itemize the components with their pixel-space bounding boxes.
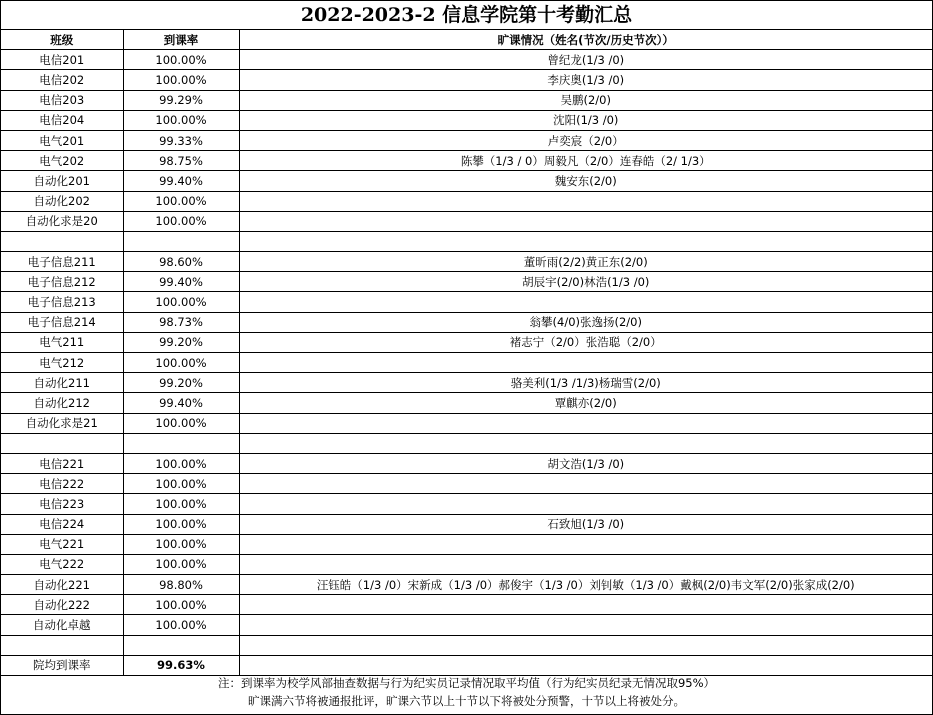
rate-cell: 99.33%	[123, 130, 239, 150]
absence-cell: 胡文浩(1/3 /0)	[239, 453, 932, 473]
rate-cell: 100.00%	[123, 413, 239, 433]
empty-cell	[123, 231, 239, 251]
table-row	[1, 373, 932, 393]
table-row	[1, 554, 932, 574]
table-row	[1, 474, 932, 494]
class-cell: 自动化202	[1, 191, 123, 211]
header-class: 班级	[1, 30, 123, 50]
table-row	[1, 575, 932, 595]
absence-cell: 翁攀(4/0)张逸扬(2/0)	[239, 312, 932, 332]
absence-cell	[239, 554, 932, 574]
rate-cell: 98.75%	[123, 151, 239, 171]
rate-cell: 100.00%	[123, 70, 239, 90]
class-cell: 自动化求是20	[1, 211, 123, 231]
absence-cell: 汪钰皓（1/3 /0）宋新成（1/3 /0）郝俊宇（1/3 /0）刘钊敏（1/3 /0）戴枫(2/0)韦文军(2/0)张家成(2/0)	[239, 575, 932, 595]
absence-cell: 覃麒亦(2/0)	[239, 393, 932, 413]
class-cell: 自动化卓越	[1, 615, 123, 635]
class-cell: 自动化221	[1, 575, 123, 595]
summary-label: 院均到课率	[1, 655, 123, 675]
class-cell: 电信204	[1, 110, 123, 130]
table-row	[1, 191, 932, 211]
table-row	[1, 494, 932, 514]
class-cell: 电子信息213	[1, 292, 123, 312]
class-cell: 电气201	[1, 130, 123, 150]
absence-cell: 石致旭(1/3 /0)	[239, 514, 932, 534]
rate-cell: 98.60%	[123, 252, 239, 272]
rate-cell: 100.00%	[123, 353, 239, 373]
rate-cell: 100.00%	[123, 211, 239, 231]
summary-rate: 99.63%	[123, 655, 239, 675]
note-line-1: 注：到课率为校学风部抽查数据与行为纪实员记录情况取平均值（行为纪实员纪录无情况取95%）	[217, 676, 716, 690]
rate-cell: 100.00%	[123, 191, 239, 211]
rate-cell: 100.00%	[123, 474, 239, 494]
spacer-row	[1, 231, 932, 251]
table-row	[1, 50, 932, 70]
class-cell: 自动化201	[1, 171, 123, 191]
note-line-2: 旷课满六节将被通报批评，旷课六节以上十节以下将被处分预警，十节以上将被处分。	[248, 694, 685, 708]
table-row	[1, 332, 932, 352]
table-row	[1, 252, 932, 272]
rate-cell: 100.00%	[123, 494, 239, 514]
table-row	[1, 514, 932, 534]
empty-cell	[123, 635, 239, 655]
absence-cell	[239, 413, 932, 433]
table-row	[1, 393, 932, 413]
class-cell: 自动化求是21	[1, 413, 123, 433]
rate-cell: 100.00%	[123, 110, 239, 130]
absence-cell: 卢奕宸（2/0）	[239, 130, 932, 150]
table-row	[1, 272, 932, 292]
rate-cell: 100.00%	[123, 50, 239, 70]
table-row	[1, 90, 932, 110]
rate-cell: 99.20%	[123, 373, 239, 393]
table-row	[1, 453, 932, 473]
rate-cell: 99.20%	[123, 332, 239, 352]
attendance-table	[1, 30, 932, 676]
class-cell: 自动化211	[1, 373, 123, 393]
absence-cell	[239, 615, 932, 635]
absence-cell: 董昕雨(2/2)黄正东(2/0)	[239, 252, 932, 272]
table-row	[1, 413, 932, 433]
table-row	[1, 353, 932, 373]
table-row	[1, 615, 932, 635]
class-cell: 电气221	[1, 534, 123, 554]
absence-cell: 陈攀（1/3 / 0）周毅凡（2/0）连春皓（2/ 1/3）	[239, 151, 932, 171]
rate-cell: 98.80%	[123, 575, 239, 595]
empty-cell	[239, 231, 932, 251]
class-cell: 电信203	[1, 90, 123, 110]
table-row	[1, 171, 932, 191]
absence-cell: 胡辰宇(2/0)林浩(1/3 /0)	[239, 272, 932, 292]
class-cell: 电子信息214	[1, 312, 123, 332]
class-cell: 电气202	[1, 151, 123, 171]
rate-cell: 99.40%	[123, 171, 239, 191]
empty-cell	[1, 433, 123, 453]
table-row	[1, 130, 932, 150]
sheet-title: 2022-2023-2 信息学院第十考勤汇总	[1, 1, 932, 30]
rate-cell: 100.00%	[123, 534, 239, 554]
table-row	[1, 211, 932, 231]
rate-cell: 100.00%	[123, 615, 239, 635]
empty-cell	[1, 635, 123, 655]
absence-cell: 骆美利(1/3 /1/3)杨瑞雪(2/0)	[239, 373, 932, 393]
footnote	[1, 671, 932, 714]
absence-cell: 曾纪龙(1/3 /0)	[239, 50, 932, 70]
header-absence: 旷课情况（姓名(节次/历史节次））	[239, 30, 932, 50]
table-row	[1, 312, 932, 332]
empty-cell	[239, 433, 932, 453]
spacer-row	[1, 433, 932, 453]
rate-cell: 99.40%	[123, 393, 239, 413]
table-row	[1, 534, 932, 554]
absence-cell: 魏安东(2/0)	[239, 171, 932, 191]
absence-cell: 李庆奥(1/3 /0)	[239, 70, 932, 90]
class-cell: 自动化212	[1, 393, 123, 413]
table-row	[1, 595, 932, 615]
absence-cell	[239, 595, 932, 615]
rate-cell: 99.40%	[123, 272, 239, 292]
class-cell: 电信221	[1, 453, 123, 473]
table-row	[1, 151, 932, 171]
class-cell: 电子信息211	[1, 252, 123, 272]
absence-cell	[239, 211, 932, 231]
class-cell: 电子信息212	[1, 272, 123, 292]
header-row	[1, 30, 932, 50]
header-rate: 到课率	[123, 30, 239, 50]
empty-cell	[123, 433, 239, 453]
absence-cell	[239, 292, 932, 312]
absence-cell	[239, 353, 932, 373]
rate-cell: 100.00%	[123, 453, 239, 473]
table-row	[1, 110, 932, 130]
empty-cell	[1, 231, 123, 251]
rate-cell: 99.29%	[123, 90, 239, 110]
absence-cell	[239, 474, 932, 494]
spacer-row	[1, 635, 932, 655]
absence-cell	[239, 534, 932, 554]
class-cell: 电气212	[1, 353, 123, 373]
rate-cell: 100.00%	[123, 554, 239, 574]
class-cell: 自动化222	[1, 595, 123, 615]
rate-cell: 100.00%	[123, 514, 239, 534]
rate-cell: 98.73%	[123, 312, 239, 332]
class-cell: 电信223	[1, 494, 123, 514]
class-cell: 电信201	[1, 50, 123, 70]
class-cell: 电气211	[1, 332, 123, 352]
absence-cell: 吴鹏(2/0)	[239, 90, 932, 110]
class-cell: 电气222	[1, 554, 123, 574]
rate-cell: 100.00%	[123, 595, 239, 615]
table-row	[1, 292, 932, 312]
absence-cell: 褚志宁（2/0）张浩聪（2/0）	[239, 332, 932, 352]
class-cell: 电信222	[1, 474, 123, 494]
absence-cell	[239, 191, 932, 211]
class-cell: 电信202	[1, 70, 123, 90]
table-row	[1, 70, 932, 90]
rate-cell: 100.00%	[123, 292, 239, 312]
absence-cell: 沈阳(1/3 /0)	[239, 110, 932, 130]
class-cell: 电信224	[1, 514, 123, 534]
absence-cell	[239, 494, 932, 514]
empty-cell	[239, 635, 932, 655]
